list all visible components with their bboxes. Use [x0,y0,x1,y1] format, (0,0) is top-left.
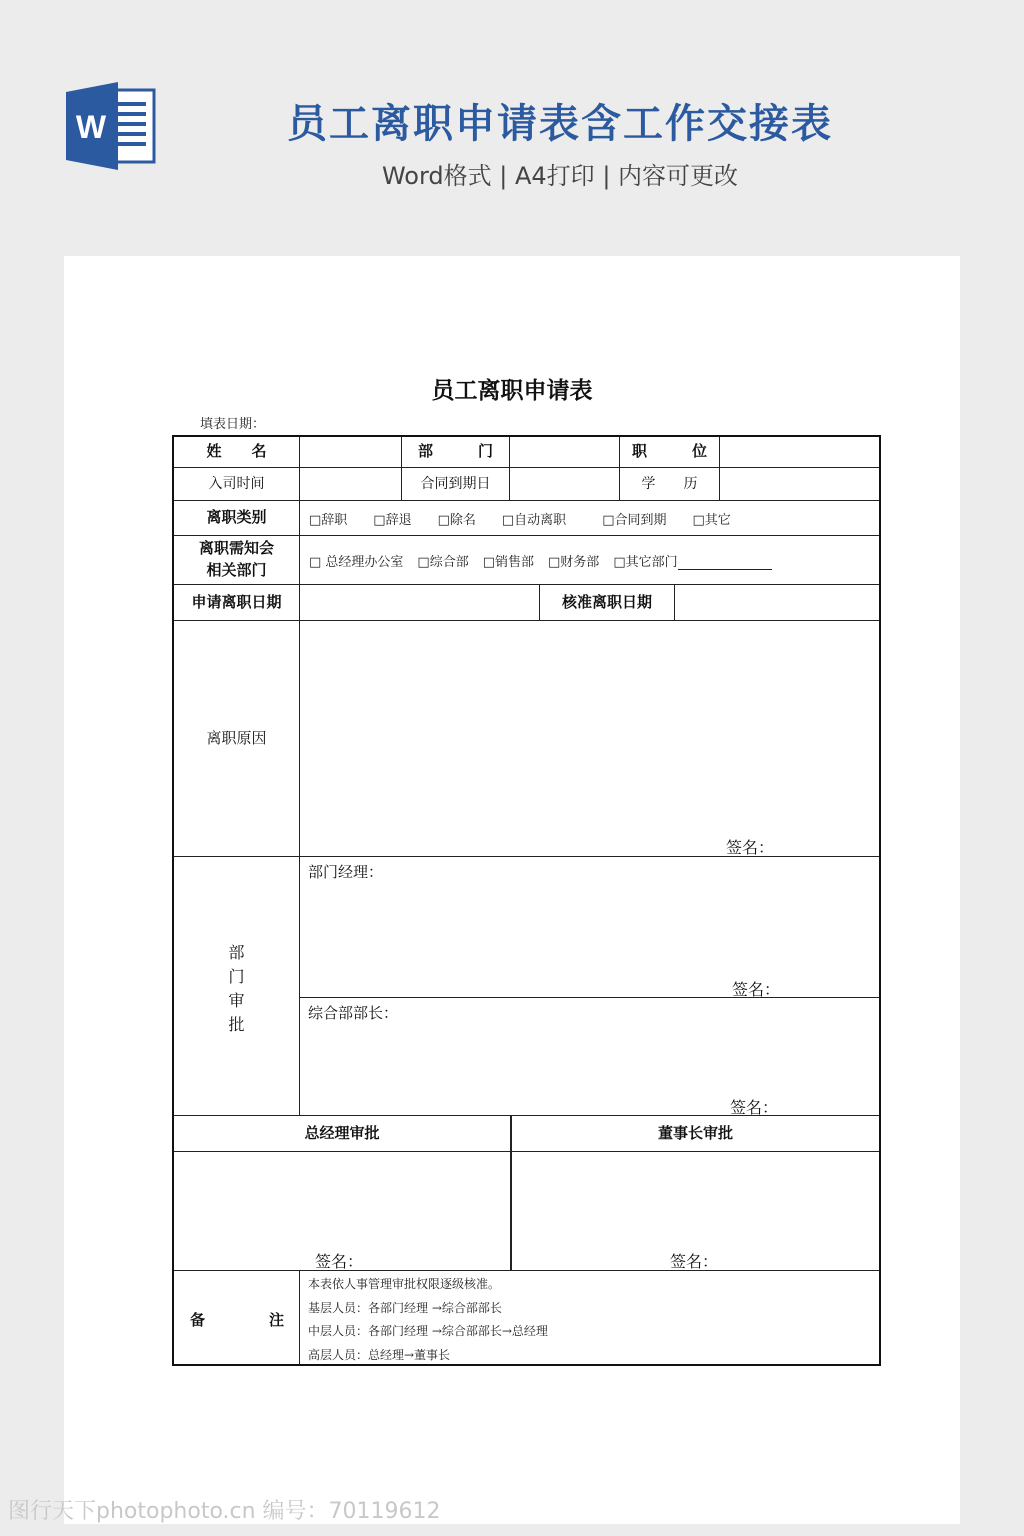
chairman-signature-label: 签名： [670,1252,719,1271]
notify-dept-option[interactable]: □财务部 [548,554,600,570]
page-subtitle: Word格式 | A4打印 | 内容可更改 [381,162,739,190]
contract-end-label: 合同到期日 [420,475,491,492]
leave-type-options [309,501,731,535]
notify-dept-option[interactable]: □其它部门 [613,551,771,570]
word-logo-icon [64,82,156,170]
admin-head-signature-label: 签名： [730,1098,779,1117]
leave-type-option[interactable]: □辞退 [373,512,412,528]
name-label: 姓 名 [206,442,267,461]
reason-label: 离职原因 [206,728,267,747]
remarks-label-right: 注 [269,1311,285,1329]
name-field[interactable] [300,437,401,467]
page-title: 员工离职申请表含工作交接表 [287,101,833,147]
leave-type-option[interactable]: □除名 [437,512,476,528]
leave-type-option[interactable]: □其它 [692,512,731,528]
gm-approval-label: 总经理审批 [304,1123,380,1142]
reason-signature-label: 签名： [726,838,775,857]
department-label: 部 门 [417,442,493,461]
svg-text:W: W [75,109,107,145]
leave-type-label: 离职类别 [206,508,267,527]
leave-type-option[interactable]: □辞职 [309,512,348,528]
department-field[interactable] [510,437,619,467]
leave-type-option[interactable]: □合同到期 [602,512,667,528]
notify-dept-option[interactable]: □ 总经理办公室 [309,554,404,570]
other-dept-blank[interactable] [678,557,772,570]
apply-date-label: 申请离职日期 [191,592,282,611]
resignation-form [172,435,881,1366]
position-label: 职 位 [631,442,707,461]
remark-line: 基层人员：各部门经理 →综合部部长 [308,1301,502,1315]
approved-date-field[interactable] [675,585,879,620]
remark-line: 高层人员：总经理→董事长 [308,1348,451,1362]
dept-manager-label: 部门经理： [308,863,384,881]
remarks-label-left: 备 [190,1311,206,1329]
reason-field[interactable] [300,621,879,821]
apply-date-field[interactable] [300,585,539,620]
chairman-approval-label: 董事长审批 [657,1123,733,1142]
remark-line: 本表依人事管理审批权限逐级核准。 [308,1277,501,1291]
watermark: 图行天下photophoto.cn 编号：70119612 [8,1499,441,1524]
education-label: 学 历 [641,475,698,492]
join-date-field[interactable] [300,468,401,500]
join-date-label: 入司时间 [208,475,265,492]
dept-manager-signature-label: 签名： [732,980,781,999]
position-field[interactable] [720,437,879,467]
dept-approval-label: 部 门 审 批 [228,943,245,1034]
notify-dept-option[interactable]: □销售部 [482,554,535,570]
notify-depts-label: 离职需知会 相关部门 [198,539,274,579]
education-field[interactable] [720,468,879,500]
fill-date-label: 填表日期： [200,417,266,432]
leave-type-option[interactable]: □自动离职 [501,512,567,528]
document-title: 员工离职申请表 [431,377,593,404]
notify-dept-option[interactable]: □综合部 [417,554,469,570]
notify-depts-options [309,536,772,584]
remark-line: 中层人员：各部门经理 →综合部部长→总经理 [308,1324,548,1338]
contract-end-field[interactable] [510,468,619,500]
approved-date-label: 核准离职日期 [561,592,652,611]
admin-head-label: 综合部部长： [308,1004,399,1022]
gm-signature-label: 签名： [315,1252,364,1271]
